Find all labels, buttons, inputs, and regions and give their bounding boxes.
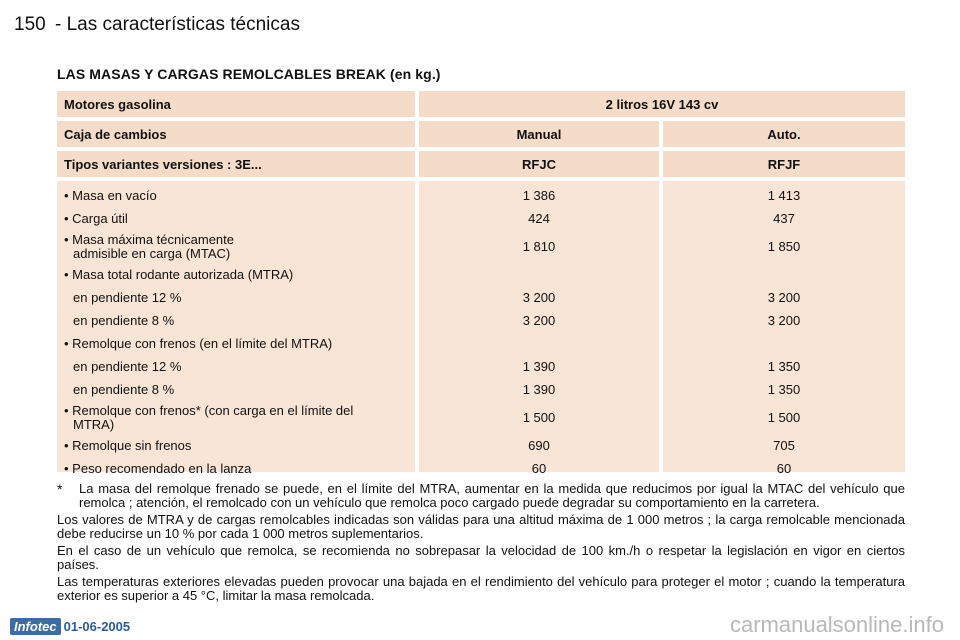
gearbox-row — [57, 121, 905, 147]
table-cell: 1 350 — [767, 381, 801, 397]
engine-row — [57, 91, 905, 117]
gearbox-auto: Auto. — [663, 121, 905, 147]
engine-value: 2 litros 16V 143 cv — [419, 91, 905, 117]
table-row-label: en pendiente 8 % — [73, 312, 175, 328]
infotec-logo: Infotec — [10, 618, 61, 635]
table-cell: 1 386 — [522, 187, 556, 203]
variants-row — [57, 151, 905, 177]
table-body — [57, 181, 905, 476]
altitude-note: Los valores de MTRA y de cargas remolcables indicadas son válidas para una altitud máxima de 1 000 metros ; la carga remolcable mencionada debe reducirse un 10 % por cada 1 000 metros suplementarios. — [57, 512, 905, 541]
auto-column — [663, 181, 905, 476]
table-row-label: • Masa total rodante autorizada (MTRA) — [64, 266, 294, 282]
table-cell — [419, 332, 659, 355]
table-cell: 424 — [528, 210, 550, 226]
table-cell — [419, 263, 659, 286]
gearbox-manual: Manual — [419, 121, 659, 147]
table-cell: 3 200 — [767, 289, 801, 305]
table-row-label — [64, 230, 415, 263]
table-cell: 60 — [531, 460, 547, 476]
table-cell: 1 810 — [522, 238, 556, 254]
footnote-star: * — [57, 481, 63, 497]
table-row-label — [64, 401, 415, 434]
table-row-label: • Remolque con frenos (en el límite del MTRA) — [64, 335, 333, 351]
edition-date: 01-06-2005 — [63, 619, 131, 634]
variants-label: Tipos variantes versiones : 3E... — [57, 151, 415, 177]
table-cell: 60 — [776, 460, 792, 476]
table-row-label: • Peso recomendado en la lanza — [64, 460, 252, 476]
gearbox-label: Caja de cambios — [57, 121, 415, 147]
table-row-label: • Carga útil — [64, 210, 128, 226]
engine-label: Motores gasolina — [57, 91, 415, 117]
table-cell — [663, 332, 905, 355]
table-row-label: • Masa en vacío — [64, 187, 157, 203]
table-cell: 437 — [773, 210, 795, 226]
table-cell: 3 200 — [522, 289, 556, 305]
section-title: LAS MASAS Y CARGAS REMOLCABLES BREAK (en kg.) — [57, 66, 441, 82]
table-row-label: • Remolque sin frenos — [64, 437, 192, 453]
table-cell: 690 — [528, 437, 550, 453]
speed-note: En el caso de un vehículo que remolca, se recomienda no sobrepasar la velocidad de 100 km./h o respetar la legislación en vigor en ciertos países. — [57, 543, 905, 572]
label-line: admisible en carga (MTAC) — [73, 245, 231, 261]
label-column — [57, 181, 415, 476]
label-line: MTRA) — [73, 416, 115, 432]
watermark: carmanualsonline.info — [729, 612, 944, 637]
table-cell: 3 200 — [522, 312, 556, 328]
temperature-note: Las temperaturas exteriores elevadas pueden provocar una bajada en el rendimiento del vehículo para proteger el motor ; cuando la temperatura exterior es superior a 45 °C, limitar la masa remolcada. — [57, 574, 905, 603]
specs-table — [57, 91, 905, 476]
footnote — [57, 482, 905, 510]
table-cell: 1 500 — [522, 409, 556, 425]
table-cell: 1 500 — [767, 409, 801, 425]
table-cell: 705 — [773, 437, 795, 453]
page-number: 150 — [14, 14, 46, 35]
manual-column — [419, 181, 659, 476]
table-row-label: en pendiente 12 % — [73, 358, 182, 374]
table-row-label: en pendiente 8 % — [73, 381, 175, 397]
variant-manual: RFJC — [419, 151, 659, 177]
label-line: • Remolque con frenos* (con carga en el límite del — [64, 402, 354, 418]
chapter-title: - Las características técnicas — [54, 14, 300, 35]
table-cell: 1 350 — [767, 358, 801, 374]
table-cell: 1 850 — [767, 238, 801, 254]
table-cell: 1 413 — [767, 187, 801, 203]
label-line: • Masa máxima técnicamente — [64, 231, 235, 247]
notes — [57, 482, 905, 603]
footer — [10, 618, 130, 635]
variant-auto: RFJF — [663, 151, 905, 177]
table-row-label: en pendiente 12 % — [73, 289, 182, 305]
page-header — [14, 14, 300, 36]
table-cell: 3 200 — [767, 312, 801, 328]
footnote-text: La masa del remolque frenado se puede, en el límite del MTRA, aumentar en la medida que reducimos por igual la MTAC del vehículo que remolca ; atención, el remolcado con un vehículo que remolca poco cargado puede degradar su comportamiento en la carretera. — [79, 481, 905, 510]
table-cell: 1 390 — [522, 358, 556, 374]
table-cell: 1 390 — [522, 381, 556, 397]
table-cell — [663, 263, 905, 286]
